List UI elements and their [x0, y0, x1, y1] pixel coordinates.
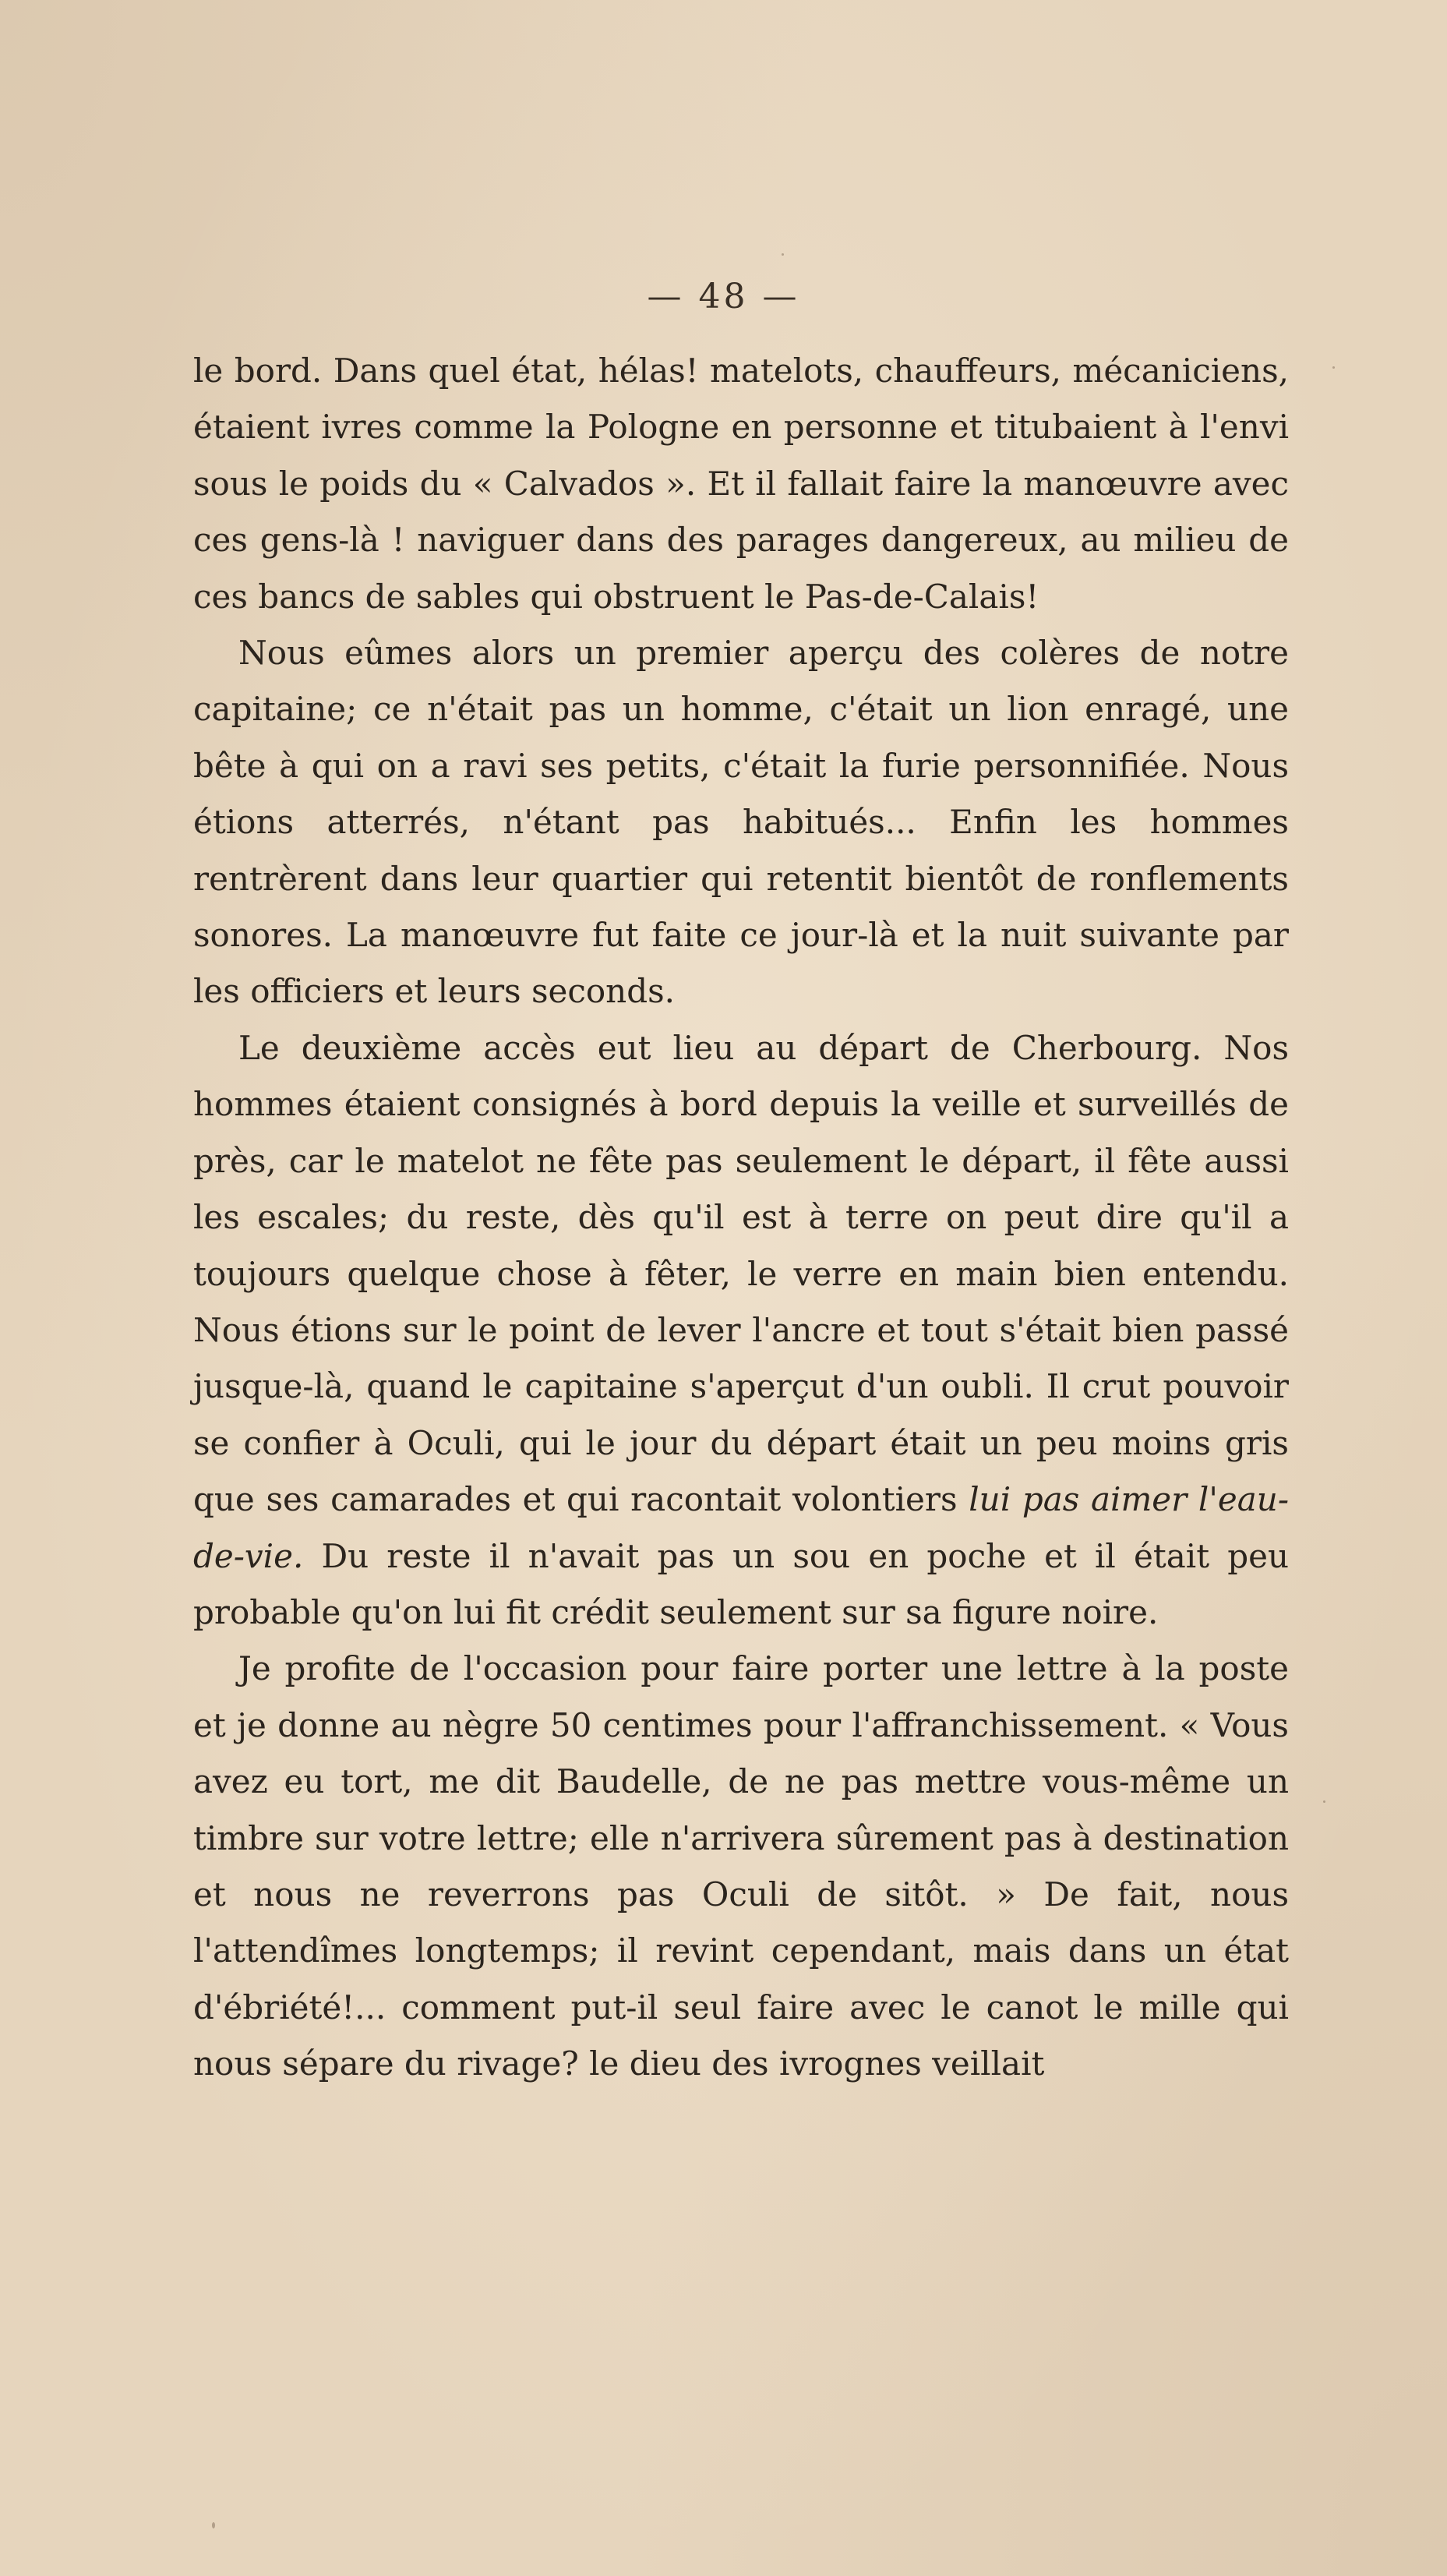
paragraph-2: Nous eûmes alors un premier aperçu des colères de notre capitaine; ce n'était pas un homme, c'était un lion enragé, une bête à qui on a ravi ses petits, c'était la furie personnifiée. Nous étions atterrés, n'étant pas habitués... Enfin les hommes rentrèrent dans leur quartier qui retentit bientôt de ronflements sonores. La manœuvre fut faite ce jour-là et la nuit suivante par les officiers et leurs seconds. — [193, 634, 1289, 1011]
body-text — [193, 343, 1289, 2093]
paper-speck — [1332, 366, 1335, 369]
paragraph-3-text-before-italic: Le deuxième accès eut lieu au départ de Cherbourg. Nos hommes étaient consignés à bord depuis la veille et surveillés de près, car le matelot ne fête pas seulement le départ, il fête aussi les escales; du reste, dès qu'il est à terre on peut dire qu'il a toujours quelque chose à fêter, le verre en main bien entendu. Nous étions sur le point de lever l'ancre et tout s'était bien passé jusque-là, quand le capitaine s'aperçut d'un oubli. Il crut pouvoir se confier à Oculi, qui le jour du départ était un peu moins gris que ses camarades et qui racontait volontiers — [193, 1028, 1289, 1519]
page-number: — 48 — — [647, 277, 800, 316]
paper-speck — [1323, 1800, 1325, 1803]
paragraph-3 — [193, 1020, 1289, 1641]
paragraph-1: le bord. Dans quel état, hélas! matelots, chauffeurs, mécaniciens, étaient ivres comme la Pologne en personne et titubaient à l'envi sous le poids du « Calvados ». Et il fallait faire la manœuvre avec ces gens-là ! naviguer dans des parages dangereux, au milieu de ces bancs de sables qui obstruent le Pas-de-Calais! — [193, 352, 1289, 616]
paragraph-3-text-after-italic: Du reste il n'avait pas un sou en poche et il était peu probable qu'on lui fit crédit seulement sur sa figure noire. — [193, 1536, 1289, 1631]
paragraph-4: Je profite de l'occasion pour faire porter une lettre à la poste et je donne au nègre 50 centimes pour l'affranchissement. « Vous avez eu tort, me dit Baudelle, de ne pas mettre vous-même un timbre sur votre lettre; elle n'arrivera sûrement pas à destination et nous ne reverrons pas Oculi de sitôt. » De fait, nous l'attendîmes longtemps; il revint cependant, mais dans un état d'ébriété!... comment put-il seul faire avec le canot le mille qui nous sépare du rivage? le dieu des ivrognes veillait — [193, 1649, 1289, 2083]
paragraph-3-italic-quote: lui pas aimer l'eau-de-vie. — [193, 1480, 1290, 1575]
paper-speck — [782, 253, 784, 256]
paper-speck — [212, 2522, 215, 2528]
